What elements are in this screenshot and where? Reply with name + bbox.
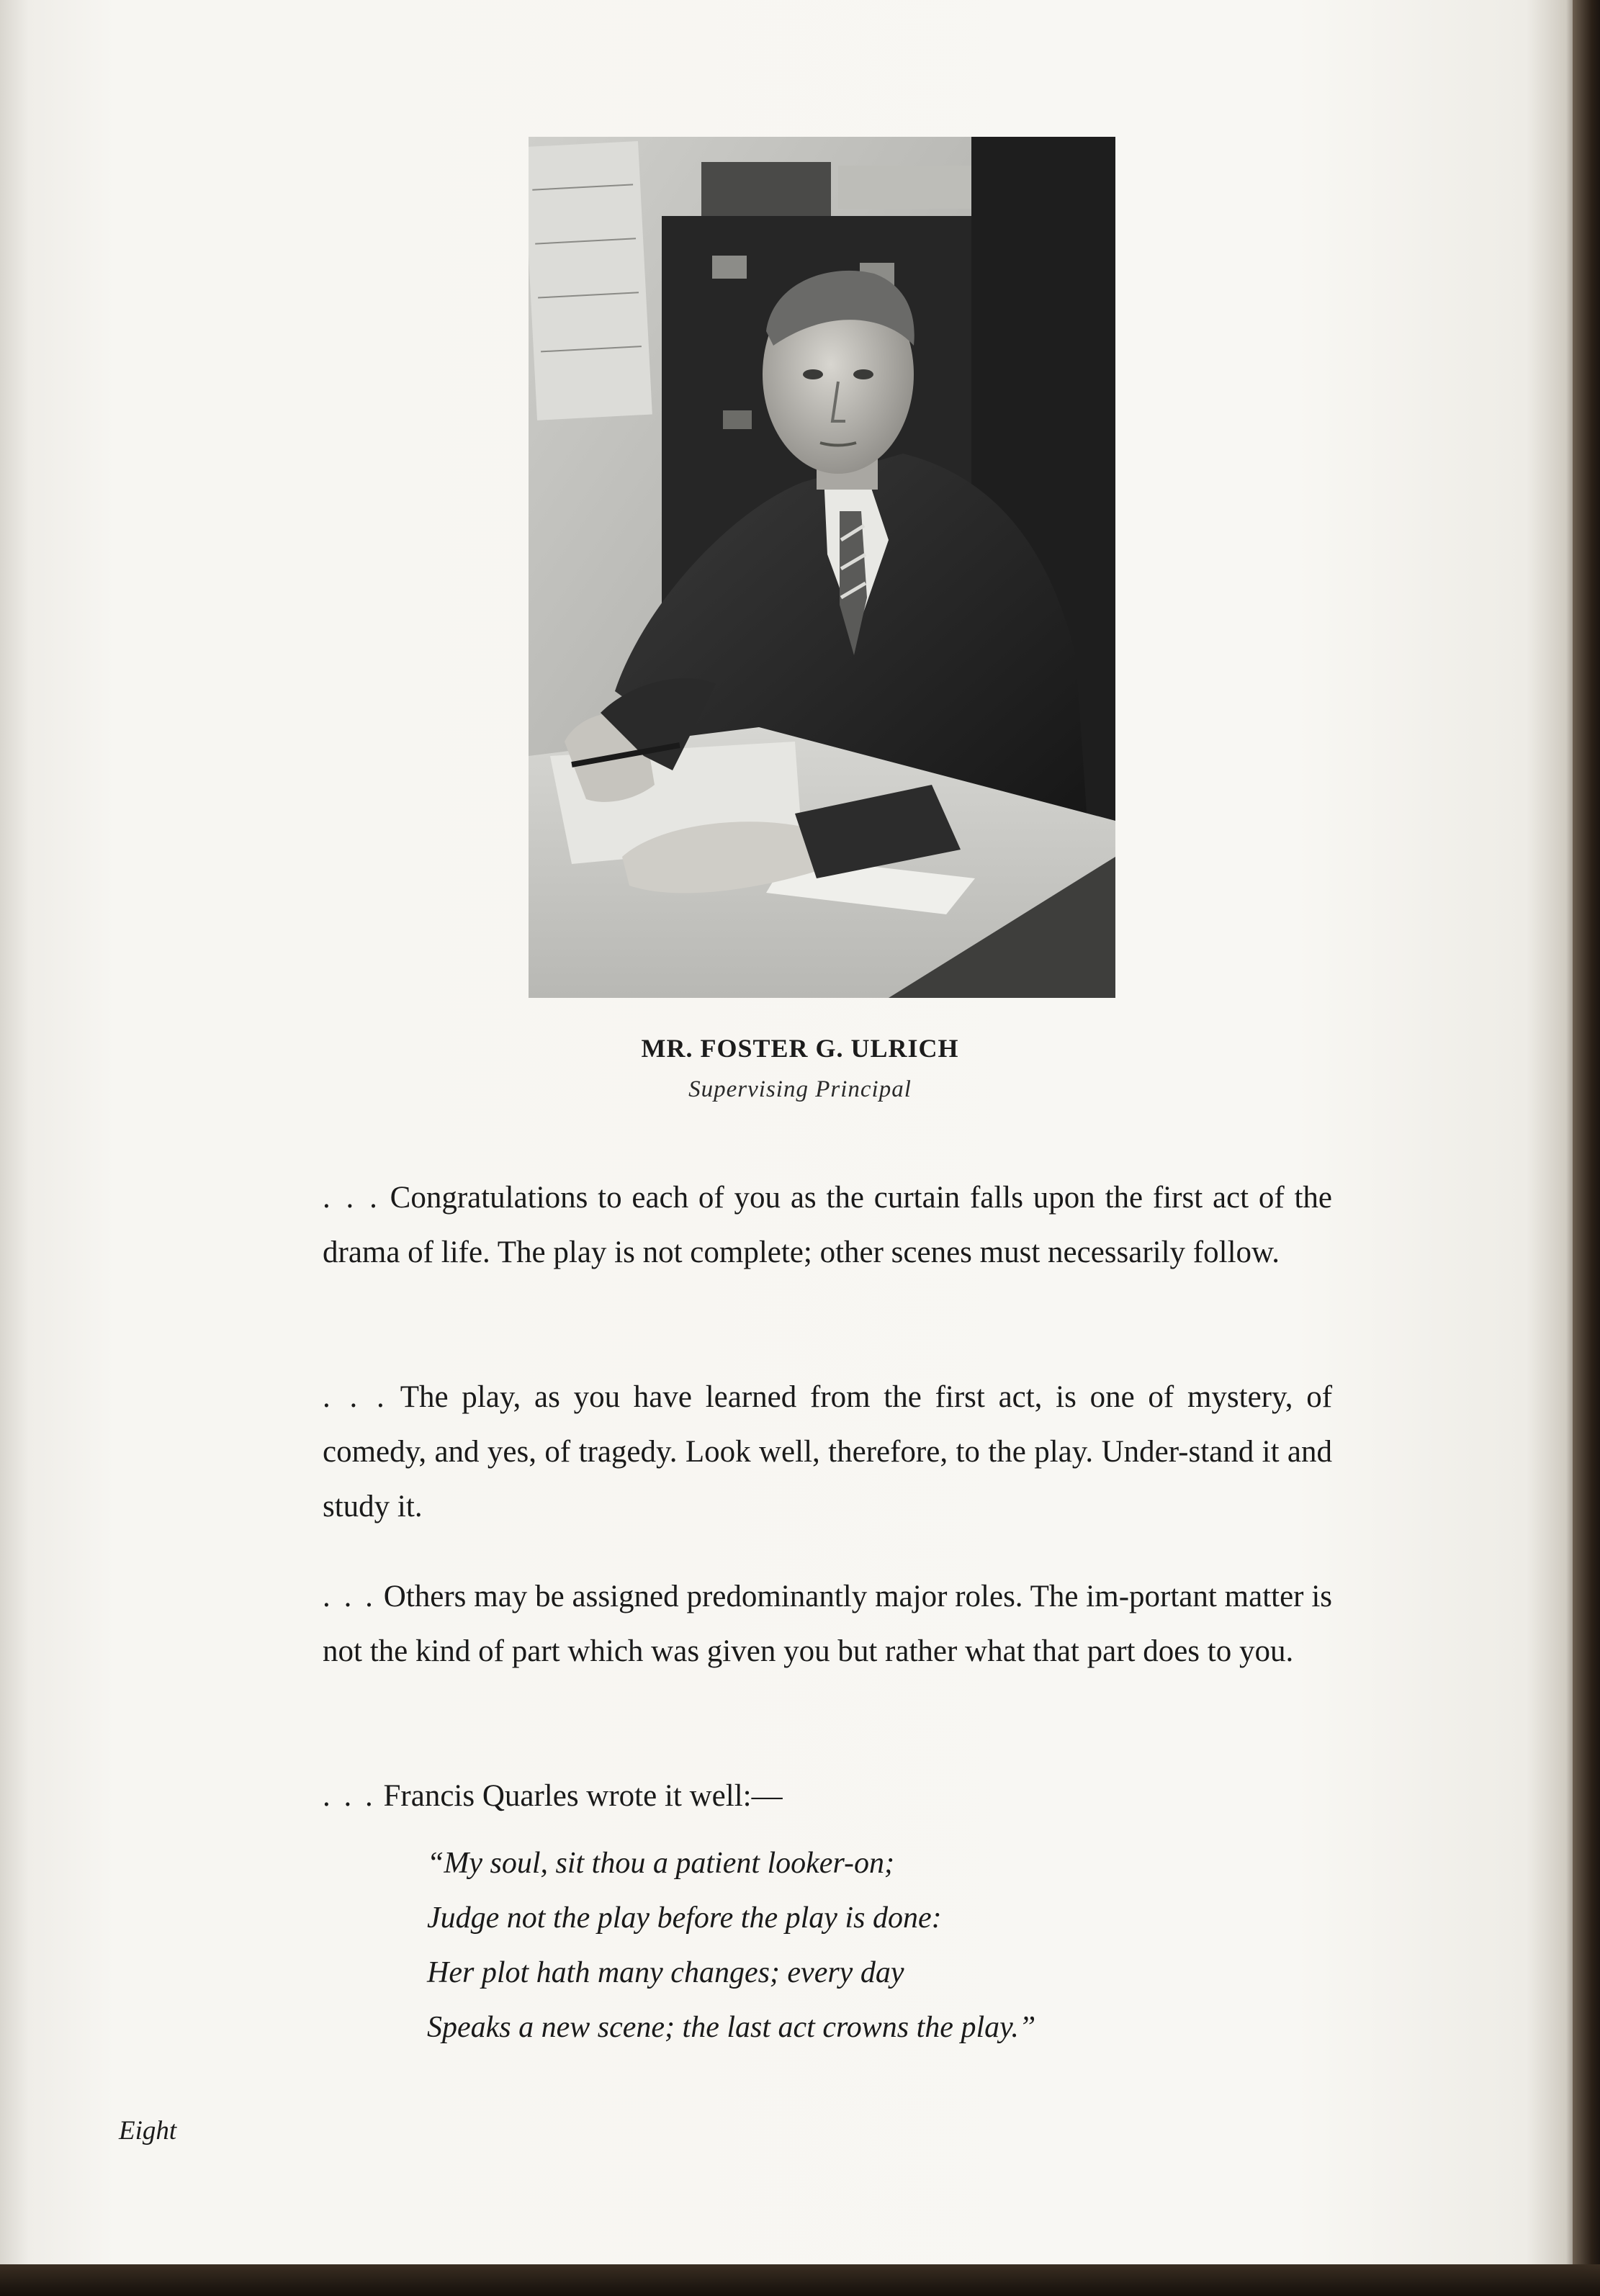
verse-line: Judge not the play before the play is done: — [427, 1901, 942, 1935]
verse-line: “My soul, sit thou a patient looker-on; — [427, 1847, 894, 1880]
paragraph-1 — [323, 1171, 1332, 1280]
caption-name: MR. FOSTER G. ULRICH — [641, 1034, 959, 1063]
paragraph-text: Francis Quarles wrote it well:— — [383, 1779, 783, 1813]
paragraph-lead: . . . — [323, 1181, 380, 1215]
page-number: Eight — [119, 2116, 177, 2146]
verse-line: Her plot hath many changes; every day — [427, 1956, 904, 1989]
paragraph-lead: . . . — [323, 1380, 387, 1414]
paragraph-3 — [323, 1570, 1332, 1679]
paragraph-text: Congratulations to each of you as the curtain falls upon the first act of the drama of life. The play is not complete; other scenes must necessarily follow. — [323, 1181, 1333, 1269]
caption-title: Supervising Principal — [688, 1076, 912, 1102]
verse-line: Speaks a new scene; the last act crowns the play.” — [427, 2011, 1036, 2044]
binding-edge — [1573, 0, 1600, 2296]
paragraph-4 — [323, 1769, 1332, 1824]
portrait-illustration — [529, 137, 1115, 998]
paragraph-lead: . . . — [323, 1580, 376, 1613]
paragraph-text: The play, as you have learned from the first act, is one of mystery, of comedy, and yes, of tragedy. Look well, therefore, to the play. Under-stand it and study it. — [323, 1380, 1333, 1523]
portrait-photo — [529, 137, 1115, 998]
quarles-verse — [427, 1836, 1219, 2055]
paragraph-lead: . . . — [323, 1779, 376, 1813]
paragraph-text: Others may be assigned predominantly major roles. The im-portant matter is not the kind of part which was given you but rather what that part does to you. — [323, 1580, 1333, 1668]
bottom-edge — [0, 2264, 1600, 2296]
paragraph-2 — [323, 1370, 1332, 1534]
